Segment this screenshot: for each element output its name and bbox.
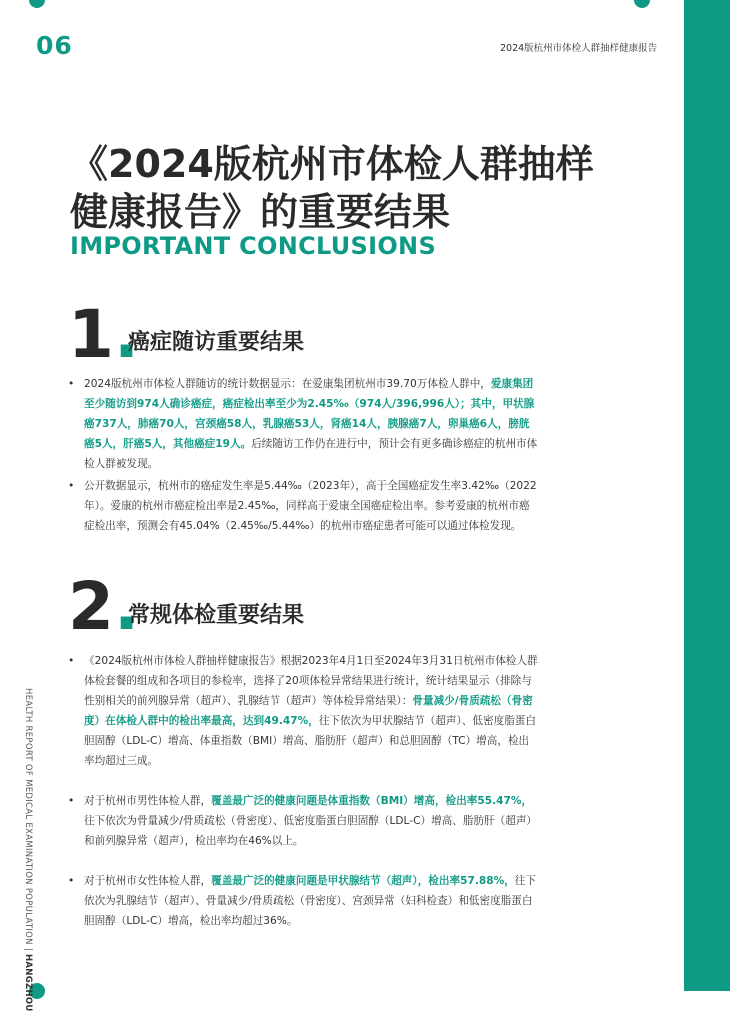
s1-b1-text-a: 2024版杭州市体检人群随访的统计数据显示：在爱康集团杭州市39.70万体检人群中， (84, 378, 491, 390)
section-1-digit: 1 (68, 296, 114, 373)
section-2-heading: 常规体检重要结果 (128, 603, 305, 628)
right-accent-band (684, 0, 730, 991)
section-2-bullet-2 (68, 791, 538, 851)
s1-b1-highlight: 爱康集团至少随访到974人确诊癌症，癌症检出率至少为2.45‰（974人/396,996人）；其中，甲状腺癌737人，肺癌70人，宫颈癌58人，乳腺癌53人，肾癌14人，胰腺癌7人，卵巢癌6人，膀胱癌5人，肝癌5人，其他癌症19人。 (84, 378, 535, 450)
vertical-side-label: HEALTH REPORT OF MEDICAL EXAMINATION POPULATION | HANGZHOU (23, 688, 33, 1012)
s2-b3-highlight: 覆盖最广泛的健康问题是甲状腺结节（超声），检出率57.88%， (211, 875, 515, 887)
s2-b2-highlight: 覆盖最广泛的健康问题是体重指数（BMI）增高，检出率55.47%， (211, 795, 533, 807)
page-title (70, 140, 650, 236)
title-line-2: 健康报告》的重要结果 (70, 190, 451, 234)
decorative-dot-top-left (29, 0, 45, 8)
page-number: 06 (36, 31, 73, 60)
section-2-bullet-3 (68, 871, 538, 931)
vertical-label-city: HANGZHOU (23, 954, 33, 1012)
running-header: 2024版杭州市体检人群抽样健康报告 (500, 43, 658, 54)
s2-b1-highlight: 骨量减少/骨质疏松（骨密度）在体检人群中的检出率最高，达到49.47%， (84, 695, 533, 727)
section-1-list (68, 374, 538, 536)
vertical-label-main: HEALTH REPORT OF MEDICAL EXAMINATION POPULATION (23, 688, 33, 945)
section-2-bullet-1 (68, 651, 538, 771)
section-1-heading: 癌症随访重要结果 (128, 330, 305, 355)
decorative-dot-top-right (634, 0, 650, 8)
section-1-bullet-1 (68, 374, 538, 474)
s2-b1-text-a: 《2024版杭州市体检人群抽样健康报告》根据2023年4月1日至2024年3月31日杭州市体检人群体检套餐的组成和各项目的参检率，选择了20项体检异常结果进行统计，统计结果显示（排除与性别相关的前列腺异常（超声）、乳腺结节（超声）等体检异常结果）： (84, 655, 538, 707)
s1-b2-text: 公开数据显示，杭州市的癌症发生率是5.44‰（2023年），高于全国癌症发生率3.42‰（2022年）。爱康的杭州市癌症检出率是2.45‰，同样高于爱康全国癌症检出率。参考爱康的杭州市癌症检出率，预测会有45.04%（2.45‰/5.44‰）的杭州市癌症患者可能可以通过体检发现。 (84, 480, 537, 532)
s2-b1-text-c: 往下依次为甲状腺结节（超声）、低密度脂蛋白胆固醇（LDL-C）增高、体重指数（BMI）增高、脂肪肝（超声）和总胆固醇（TC）增高，检出率均超过三成。 (84, 715, 536, 767)
s2-b3-text-a: 对于杭州市女性体检人群， (84, 875, 212, 887)
s2-b2-text-a: 对于杭州市男性体检人群， (84, 795, 212, 807)
s2-b2-text-c: 往下依次为骨量减少/骨质疏松（骨密度）、低密度脂蛋白胆固醇（LDL-C）增高、脂肪肝（超声）和前列腺异常（超声），检出率均在46%以上。 (84, 815, 538, 847)
english-subtitle: IMPORTANT CONCLUSIONS (70, 232, 437, 260)
s1-b1-text-c: 后续随访工作仍在进行中，预计会有更多确诊癌症的杭州市体检人群被发现。 (84, 438, 538, 470)
section-2-dot: . (113, 568, 140, 645)
section-1-dot: . (113, 296, 140, 373)
section-1-bullet-2 (68, 476, 538, 536)
section-2-list (68, 651, 538, 931)
s2-b3-text-c: 往下依次为乳腺结节（超声）、骨量减少/骨质疏松（骨密度）、宫颈异常（妇科检查）和低密度脂蛋白胆固醇（LDL-C）增高，检出率均超过36%。 (84, 875, 536, 927)
title-line-1: 《2024版杭州市体检人群抽样 (70, 142, 594, 186)
section-2-digit: 2 (68, 568, 114, 645)
